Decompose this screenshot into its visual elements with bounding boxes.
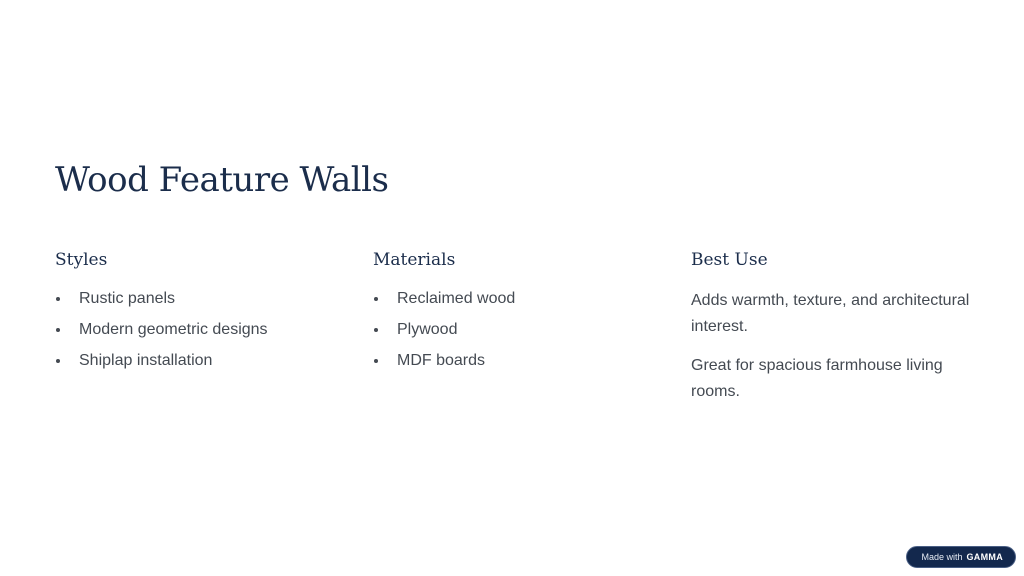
- bullet-item: [55, 319, 355, 341]
- made-with-gamma-badge[interactable]: [906, 546, 1016, 568]
- column-heading-styles: Styles: [55, 250, 108, 270]
- badge-prefix: Made with: [921, 552, 963, 562]
- bullet-item: [373, 350, 673, 372]
- bullet-item: [55, 350, 355, 372]
- column-heading-best-use: Best Use: [691, 250, 768, 270]
- column-materials: [373, 248, 673, 381]
- bullet-dot-icon: [56, 297, 60, 301]
- bullet-dot-icon: [56, 328, 60, 332]
- bullet-item: [55, 288, 355, 310]
- bullet-list-materials: [373, 288, 673, 372]
- gamma-logo: GAMMA: [966, 552, 1003, 562]
- bullet-dot-icon: [374, 359, 378, 363]
- bullet-dot-icon: [374, 297, 378, 301]
- best-use-paragraph: Great for spacious farmhouse living rooms.: [691, 357, 943, 400]
- bullet-text: Modern geometric designs: [79, 321, 268, 338]
- bullet-item: [373, 319, 673, 341]
- best-use-paragraph: Adds warmth, texture, and architectural interest.: [691, 292, 970, 335]
- bullet-item: [373, 288, 673, 310]
- bullet-text: Plywood: [397, 321, 458, 338]
- bullet-list-styles: [55, 288, 355, 372]
- bullet-text: MDF boards: [397, 352, 486, 369]
- column-styles: [55, 248, 355, 381]
- bullet-text: Rustic panels: [79, 290, 176, 307]
- bullet-text: Reclaimed wood: [397, 290, 516, 307]
- bullet-text: Shiplap installation: [79, 352, 213, 369]
- column-best-use: [691, 248, 981, 418]
- column-heading-materials: Materials: [373, 250, 456, 270]
- bullet-dot-icon: [374, 328, 378, 332]
- slide-title: Wood Feature Walls: [55, 160, 389, 200]
- bullet-dot-icon: [56, 359, 60, 363]
